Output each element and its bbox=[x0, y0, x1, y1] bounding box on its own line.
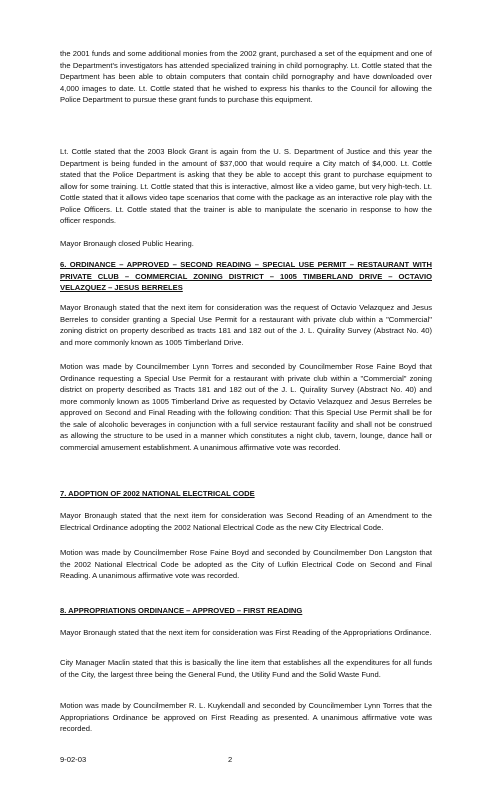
paragraph-grant-equipment: the 2001 funds and some additional monies from the 2002 grant, purchased a set of the equipment and one of the Department's investigators has attended specialized training in child pornography. Lt. Cottle stated that the Department has been able to obtain computers that contain child pornography and have downloaded over 4,000 images to date. Lt. Cottle stated that he wished to express his thanks to the Council for allowing the Police Department to pursue these grant funds to purchase this equipment. bbox=[60, 49, 432, 104]
paragraph-block-grant: Lt. Cottle stated that the 2003 Block Grant is again from the U. S. Department of Justice and this year the Department is being funded in the amount of $37,000 that would require a City match of $4,000. Lt. Cottle stated that the Police Department is asking that they be able to accept this grant to purchase equipment to allow for some training. Lt. Cottle stated that this is interactive, almost like a video game, but very high-tech. Lt. Cottle stated that it allows video tape scenarios that come with the package as an interactive role play with the Police Officers. Lt. Cottle stated that the trainer is able to manipulate the scenario in response to how the officer responds. bbox=[60, 147, 432, 225]
paragraph-item-8-intro: Mayor Bronaugh stated that the next item for consideration was First Reading of the Appropriations Ordinance. bbox=[60, 628, 432, 637]
paragraph-item-7-motion: Motion was made by Councilmember Rose Faine Boyd and seconded by Councilmember Don Langston that the 2002 National Electrical Code be adopted as the City of Lufkin Electrical Code on Second and Final Reading. A unanimous affirmative vote was recorded. bbox=[60, 548, 432, 580]
paragraph-close-hearing: Mayor Bronaugh closed Public Hearing. bbox=[60, 239, 194, 248]
heading-item-8: 8. APPROPRIATIONS ORDINANCE – APPROVED – FIRST READING bbox=[60, 606, 303, 615]
footer-date: 9-02-03 bbox=[60, 755, 87, 764]
paragraph-item-7-intro: Mayor Bronaugh stated that the next item for consideration was Second Reading of an Amendment to the Electrical Ordinance adopting the 2002 National Electrical Code as the new City Electrical Code. bbox=[60, 511, 432, 532]
paragraph-item-6-intro: Mayor Bronaugh stated that the next item for consideration was the request of Octavio Velazquez and Jesus Berreles to consider granting a Special Use Permit for a restaurant with private club within a "Commercial" zoning district on property described as tracts 181 and 182 out of the J. L. Quirality Survey (Abstract No. 40) and more commonly known as 1005 Timberland Drive. bbox=[60, 303, 432, 347]
heading-item-7: 7. ADOPTION OF 2002 NATIONAL ELECTRICAL CODE bbox=[60, 489, 255, 498]
footer-page-number: 2 bbox=[228, 755, 233, 764]
paragraph-item-6-motion: Motion was made by Councilmember Lynn Torres and seconded by Councilmember Rose Faine Boyd that Ordinance requesting a Special Use Permit for a restaurant with private club within a "Commercial" zoning district on property described as Tracts 181 and 182 out of the J. L. Quirality Survey (Abstract No. 40) and more commonly known as 1005 Timberland Drive as requested by Octavio Velazquez and Jesus Berreles be approved on Second and Final Reading with the following condition: That this Special Use Permit shall be for the sale of alcoholic beverages in conjunction with a full service restaurant facility and shall not be construed as allowing the structure to be used in a manner which constitutes a night club, tavern, lounge, dance hall or commercial amusement establishment. A unanimous affirmative vote was recorded. bbox=[60, 362, 432, 452]
paragraph-item-8-motion: Motion was made by Councilmember R. L. Kuykendall and seconded by Councilmember Lynn Torres that the Appropriations Ordinance be approved on First Reading as presented. A unanimous affirmative vote was recorded. bbox=[60, 701, 432, 733]
paragraph-item-8-manager: City Manager Maclin stated that this is basically the line item that establishes all the expenditures for all funds of the City, the largest three being the General Fund, the Utility Fund and the Solid Waste Fund. bbox=[60, 658, 432, 679]
heading-item-6: 6. ORDINANCE – APPROVED – SECOND READING – SPECIAL USE PERMIT – RESTAURANT WITH PRIVATE CLUB – COMMERCIAL ZONING DISTRICT – 1005 TIMBERLAND DRIVE – OCTAVIO VELAZQUEZ – JESUS BERRELES bbox=[60, 260, 432, 292]
